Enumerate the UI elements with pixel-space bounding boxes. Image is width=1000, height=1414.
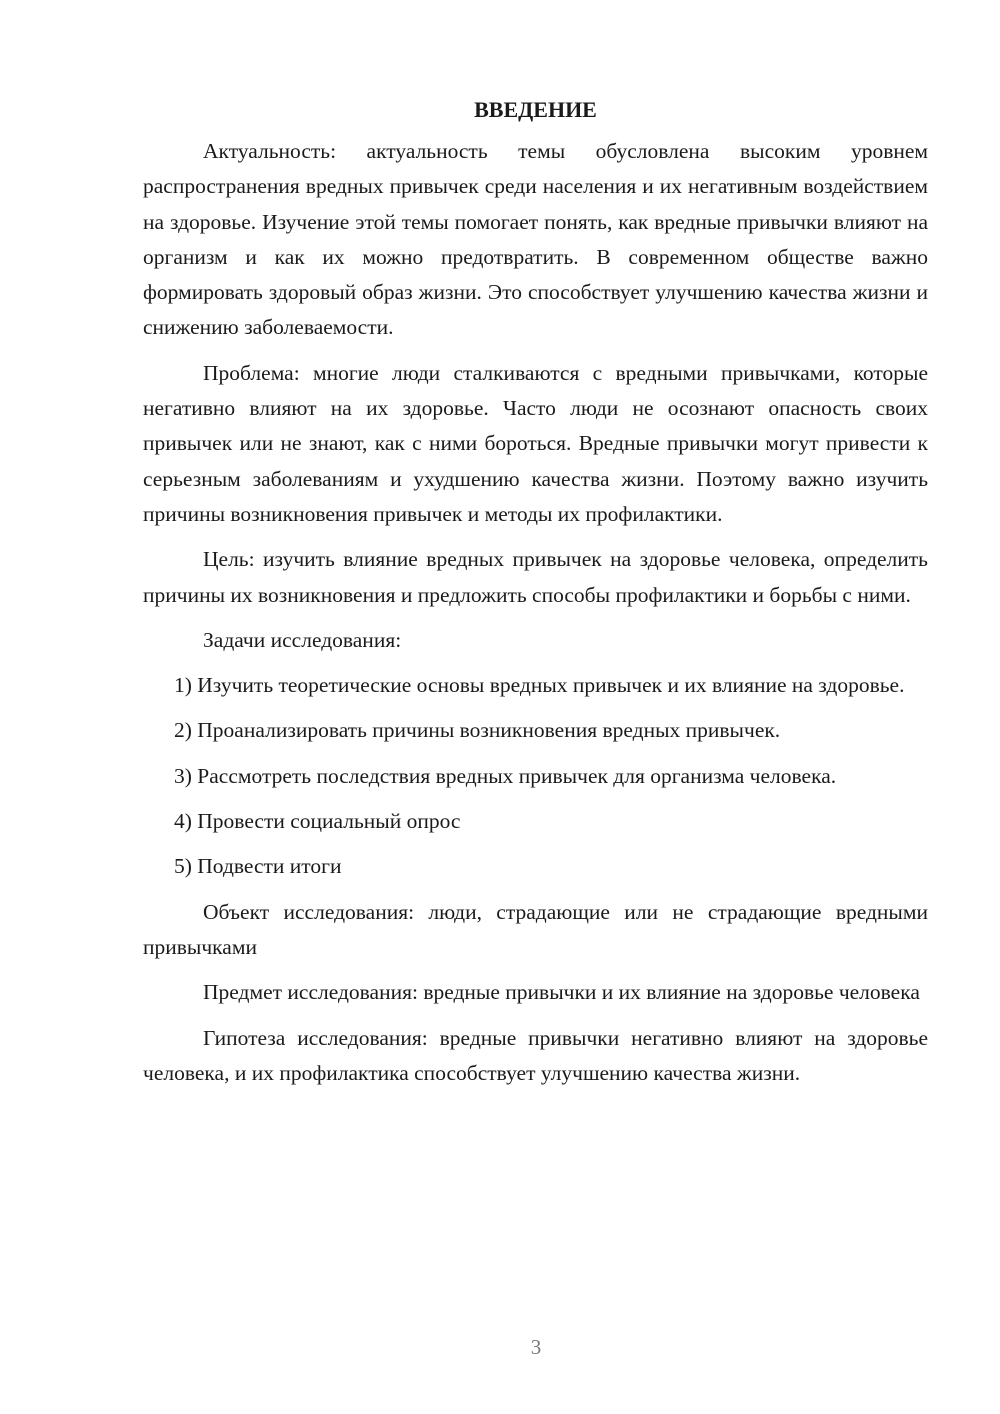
task-item-4: 4) Провести социальный опрос: [174, 809, 461, 834]
task-item-3: 3) Рассмотреть последствия вредных привычек для организма человека.: [174, 763, 837, 788]
tasks-title: Задачи исследования:: [203, 627, 402, 652]
hypothesis-paragraph: Гипотеза исследования: вредные привычки негативно влияют на здоровье человека, и их профилактика способствует улучшению качества жизни.: [143, 1025, 928, 1085]
section-heading: ВВЕДЕНИЕ: [474, 97, 597, 122]
relevance-paragraph: Актуальность: актуальность темы обусловлена высоким уровнем распространения вредных привычек среди населения и их негативным воздействием на здоровье. Изучение этой темы помогает понять, как вредные привычки влияют на организм и как их можно предотвратить. В современном обществе важно формировать здоровый образ жизни. Это способствует улучшению качества жизни и снижению заболеваемости.: [143, 139, 928, 340]
goal-paragraph: Цель: изучить влияние вредных привычек на здоровье человека, определить причины их возникновения и предложить способы профилактики и борьбы с ними.: [143, 547, 928, 607]
task-item-1: 1) Изучить теоретические основы вредных привычек и их влияние на здоровье.: [174, 673, 905, 698]
task-item-5: 5) Подвести итоги: [174, 854, 342, 879]
task-item-2: 2) Проанализировать причины возникновения вредных привычек.: [174, 718, 781, 743]
subject-paragraph: Предмет исследования: вредные привычки и их влияние на здоровье человека: [203, 980, 920, 1005]
object-paragraph: Объект исследования: люди, страдающие или не страдающие вредными привычками: [143, 899, 928, 959]
page-number: 3: [530, 1335, 542, 1359]
problem-paragraph: Проблема: многие люди сталкиваются с вредными привычками, которые негативно влияют на их здоровье. Часто люди не осознают опасность своих привычек или не знают, как с ними бороться. Вредные привычки могут привести к серьезным заболеваниям и ухудшению качества жизни. Поэтому важно изучить причины возникновения привычек и методы их профилактики.: [143, 360, 928, 526]
page-content: [143, 94, 928, 1091]
